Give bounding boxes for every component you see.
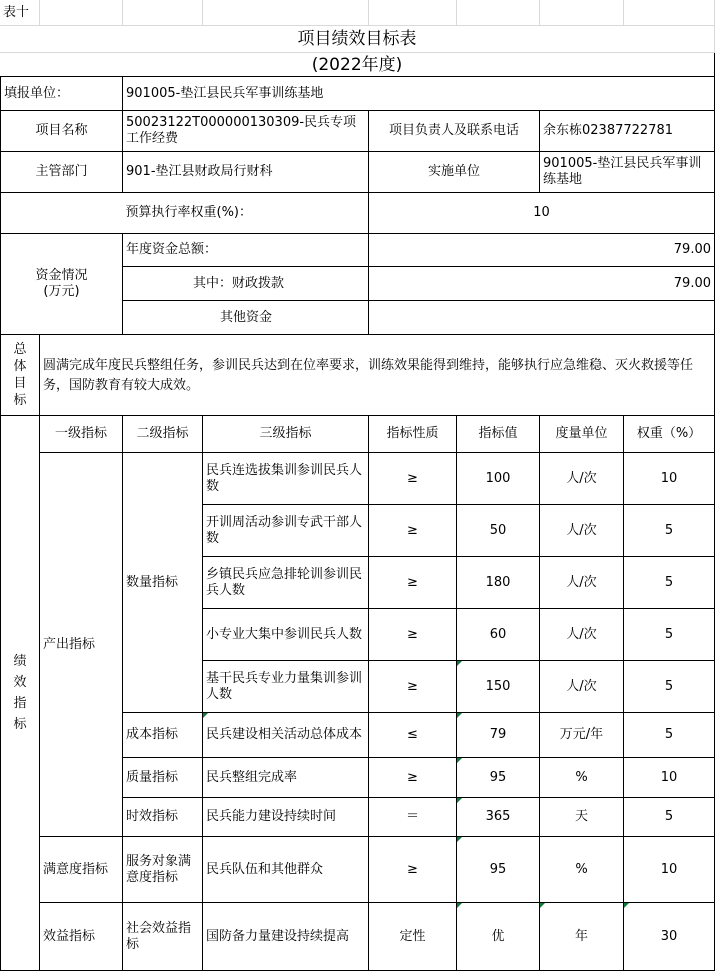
indicator-nature: ≥ [369,453,457,505]
fund-fiscal-value[interactable]: 79.00 [369,267,715,301]
indicator-value[interactable]: 100 [457,453,540,505]
level1-benefit: 效益指标 [40,903,123,971]
level2-timeliness: 时效指标 [123,798,203,837]
empty-cell[interactable] [203,0,369,26]
empty-cell[interactable] [123,0,203,26]
fund-fiscal-label: 其中：财政拨款 [123,267,369,301]
indicator-value[interactable]: 95 [457,758,540,798]
indicator-unit: 人/次 [540,505,624,557]
indicator-weight[interactable]: 10 [624,453,715,505]
contact-value[interactable]: 余东栋02387722781 [540,111,715,152]
goal-label: 总 体 目 标 [0,335,40,416]
indicator-unit: 万元/年 [540,713,624,758]
header-level3: 三级指标 [203,416,369,453]
dept-label: 主管部门 [0,152,123,193]
indicator-unit: % [540,758,624,798]
indicator-name: 民兵队伍和其他群众 [203,837,369,903]
indicator-unit: 年 [540,903,624,971]
indicator-name: 民兵连选拔集训参训民兵人数 [203,453,369,505]
fund-other-label: 其他资金 [123,301,369,335]
header-value: 指标值 [457,416,540,453]
indicator-weight[interactable]: 5 [624,713,715,758]
fund-label: 资金情况 (万元) [0,234,123,335]
level2-social: 社会效益指标 [123,903,203,971]
indicator-nature: ≤ [369,713,457,758]
indicator-weight[interactable]: 5 [624,505,715,557]
indicator-unit: 人/次 [540,661,624,713]
empty-cell[interactable] [624,0,715,26]
indicator-name: 国防备力量建设持续提高 [203,903,369,971]
impl-label: 实施单位 [369,152,540,193]
fund-total-value[interactable]: 79.00 [369,234,715,267]
project-name-value[interactable]: 50023122T000000130309-民兵专项工作经费 [123,111,369,152]
budget-rate-value[interactable]: 10 [369,193,715,234]
unit-value[interactable]: 901005-垫江县民兵军事训练基地 [123,77,715,111]
header-weight: 权重（%） [624,416,715,453]
indicator-value[interactable]: 79 [457,713,540,758]
indicator-weight[interactable]: 5 [624,661,715,713]
indicator-weight[interactable]: 5 [624,609,715,661]
indicator-nature: ≥ [369,758,457,798]
indicator-value[interactable]: 180 [457,557,540,609]
indicator-nature: ≥ [369,661,457,713]
header-nature: 指标性质 [369,416,457,453]
indicator-name: 开训周活动参训专武干部人数 [203,505,369,557]
header-level2: 二级指标 [123,416,203,453]
indicator-name: 民兵能力建设持续时间 [203,798,369,837]
project-name-label: 项目名称 [0,111,123,152]
indicator-weight[interactable]: 30 [624,903,715,971]
year-subtitle: (2022年度) [0,53,715,77]
indicator-value[interactable]: 150 [457,661,540,713]
indicator-unit: % [540,837,624,903]
indicator-value[interactable]: 60 [457,609,540,661]
indicator-weight[interactable]: 10 [624,837,715,903]
dept-value[interactable]: 901-垫江县财政局行财科 [123,152,369,193]
indicator-weight[interactable]: 5 [624,557,715,609]
indicator-name: 民兵建设相关活动总体成本 [203,713,369,758]
level1-satisfaction: 满意度指标 [40,837,123,903]
fund-total-label: 年度资金总额： [123,234,369,267]
empty-cell[interactable] [40,0,123,26]
indicator-value[interactable]: 95 [457,837,540,903]
indicator-value[interactable]: 优 [457,903,540,971]
indicator-unit: 人/次 [540,557,624,609]
indicator-weight[interactable]: 5 [624,798,715,837]
indicator-name: 小专业大集中参训民兵人数 [203,609,369,661]
indicator-name: 基干民兵专业力量集训参训人数 [203,661,369,713]
indicator-value[interactable]: 50 [457,505,540,557]
indicator-nature: ＝ [369,798,457,837]
indicator-value[interactable]: 365 [457,798,540,837]
header-level1: 一级指标 [40,416,123,453]
budget-rate-label: 预算执行率权重(%)： [0,193,369,234]
page-title: 项目绩效目标表 [0,26,715,53]
indicator-name: 乡镇民兵应急排轮训参训民兵人数 [203,557,369,609]
impl-value[interactable]: 901005-垫江县民兵军事训练基地 [540,152,715,193]
indicator-nature: ≥ [369,837,457,903]
level1-output: 产出指标 [40,453,123,837]
indicator-nature: ≥ [369,505,457,557]
level2-cost: 成本指标 [123,713,203,758]
indicator-name: 民兵整组完成率 [203,758,369,798]
level2-service: 服务对象满意度指标 [123,837,203,903]
indicator-weight[interactable]: 10 [624,758,715,798]
empty-cell[interactable] [540,0,624,26]
empty-cell[interactable] [457,0,540,26]
indicator-unit: 天 [540,798,624,837]
indicator-nature: ≥ [369,609,457,661]
goal-text[interactable]: 圆满完成年度民兵整组任务，参训民兵达到在位率要求，训练效果能得到维持，能够执行应急维稳、灭火救援等任务，国防教育有较大成效。 [40,335,715,416]
fund-other-value[interactable] [369,301,715,335]
indicator-unit: 人/次 [540,609,624,661]
indicator-nature: 定性 [369,903,457,971]
level2-quality: 质量指标 [123,758,203,798]
indicator-nature: ≥ [369,557,457,609]
unit-label: 填报单位： [0,77,123,111]
perf-label: 绩 效 指 标 [0,416,40,971]
header-unit: 度量单位 [540,416,624,453]
indicator-unit: 人/次 [540,453,624,505]
empty-cell[interactable] [369,0,457,26]
contact-label: 项目负责人及联系电话 [369,111,540,152]
table-number: 表十 [0,0,40,26]
level2-quantity: 数量指标 [123,453,203,713]
